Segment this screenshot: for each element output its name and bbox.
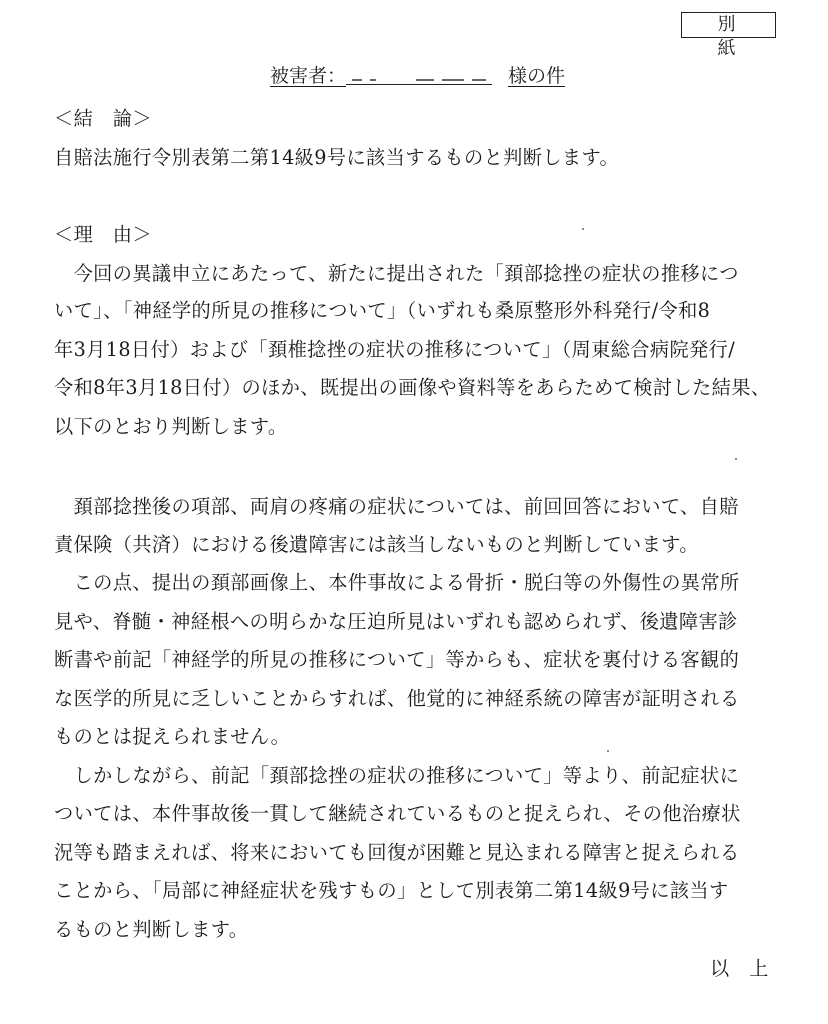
reason-line: 頚部捻挫後の項部、両肩の疼痛の症状については、前回回答において、自賠: [54, 495, 739, 518]
reason-line: 況等も踏まえれば、将来においても回復が困難と見込まれる障害と捉えられる: [54, 841, 740, 864]
redacted-name: [346, 64, 492, 85]
reason-line: 責保険（共済）における後遺障害には該当しないものと判断しています。: [54, 533, 699, 556]
closing-mark: 以 上: [710, 957, 769, 980]
reason-line: るものと判断します。: [54, 918, 249, 941]
page-title: [270, 61, 570, 91]
conclusion-heading: ＜結 論＞: [54, 107, 152, 130]
reason-line: 令和8年3月18日付）のほか、既提出の画像や資料等をあらためて検討した結果、: [54, 376, 771, 399]
scan-speck: [582, 228, 584, 230]
reason-line: 以下のとおり判断します。: [54, 415, 288, 438]
conclusion-text: 自賠法施行令別表第二第14級9号に該当するものと判断します。: [54, 146, 620, 169]
scan-speck: [607, 750, 609, 752]
reason-line: 今回の異議申立にあたって、新たに提出された「頚部捻挫の症状の推移につ: [54, 262, 739, 285]
title-prefix: 被害者：: [270, 65, 347, 87]
reason-line: ついては、本件事故後一貫して継続されているものと捉えられ、その他治療状: [54, 802, 741, 825]
attachment-label: 別 紙: [681, 12, 776, 38]
reason-line: ことから、「局部に神経症状を残すもの」として別表第二第14級9号に該当す: [54, 879, 729, 902]
reason-line: 年3月18日付）および「頚椎捻挫の症状の推移について」（周東総合病院発行/: [54, 338, 736, 361]
reason-line: しかしながら、前記「頚部捻挫の症状の推移について」等より、前記症状に: [54, 764, 740, 787]
reason-line: 見や、脊髄・神経根への明らかな圧迫所見はいずれも認められず、後遺障害診: [54, 610, 738, 633]
reason-line: な医学的所見に乏しいことからすれば、他覚的に神経系統の障害が証明される: [54, 687, 740, 710]
reason-line: 断書や前記「神経学的所見の推移について」等からも、症状を裏付ける客観的: [54, 648, 740, 671]
reason-line: この点、提出の頚部画像上、本件事故による骨折・脱臼等の外傷性の異常所: [54, 571, 740, 594]
scan-speck: [735, 458, 737, 460]
reason-heading: ＜理 由＞: [54, 223, 152, 246]
reason-line: ものとは捉えられません。: [54, 725, 291, 748]
reason-line: いて」、「神経学的所見の推移について」（いずれも桑原整形外科発行/令和8: [54, 299, 711, 322]
title-suffix: 様の件: [508, 65, 566, 87]
